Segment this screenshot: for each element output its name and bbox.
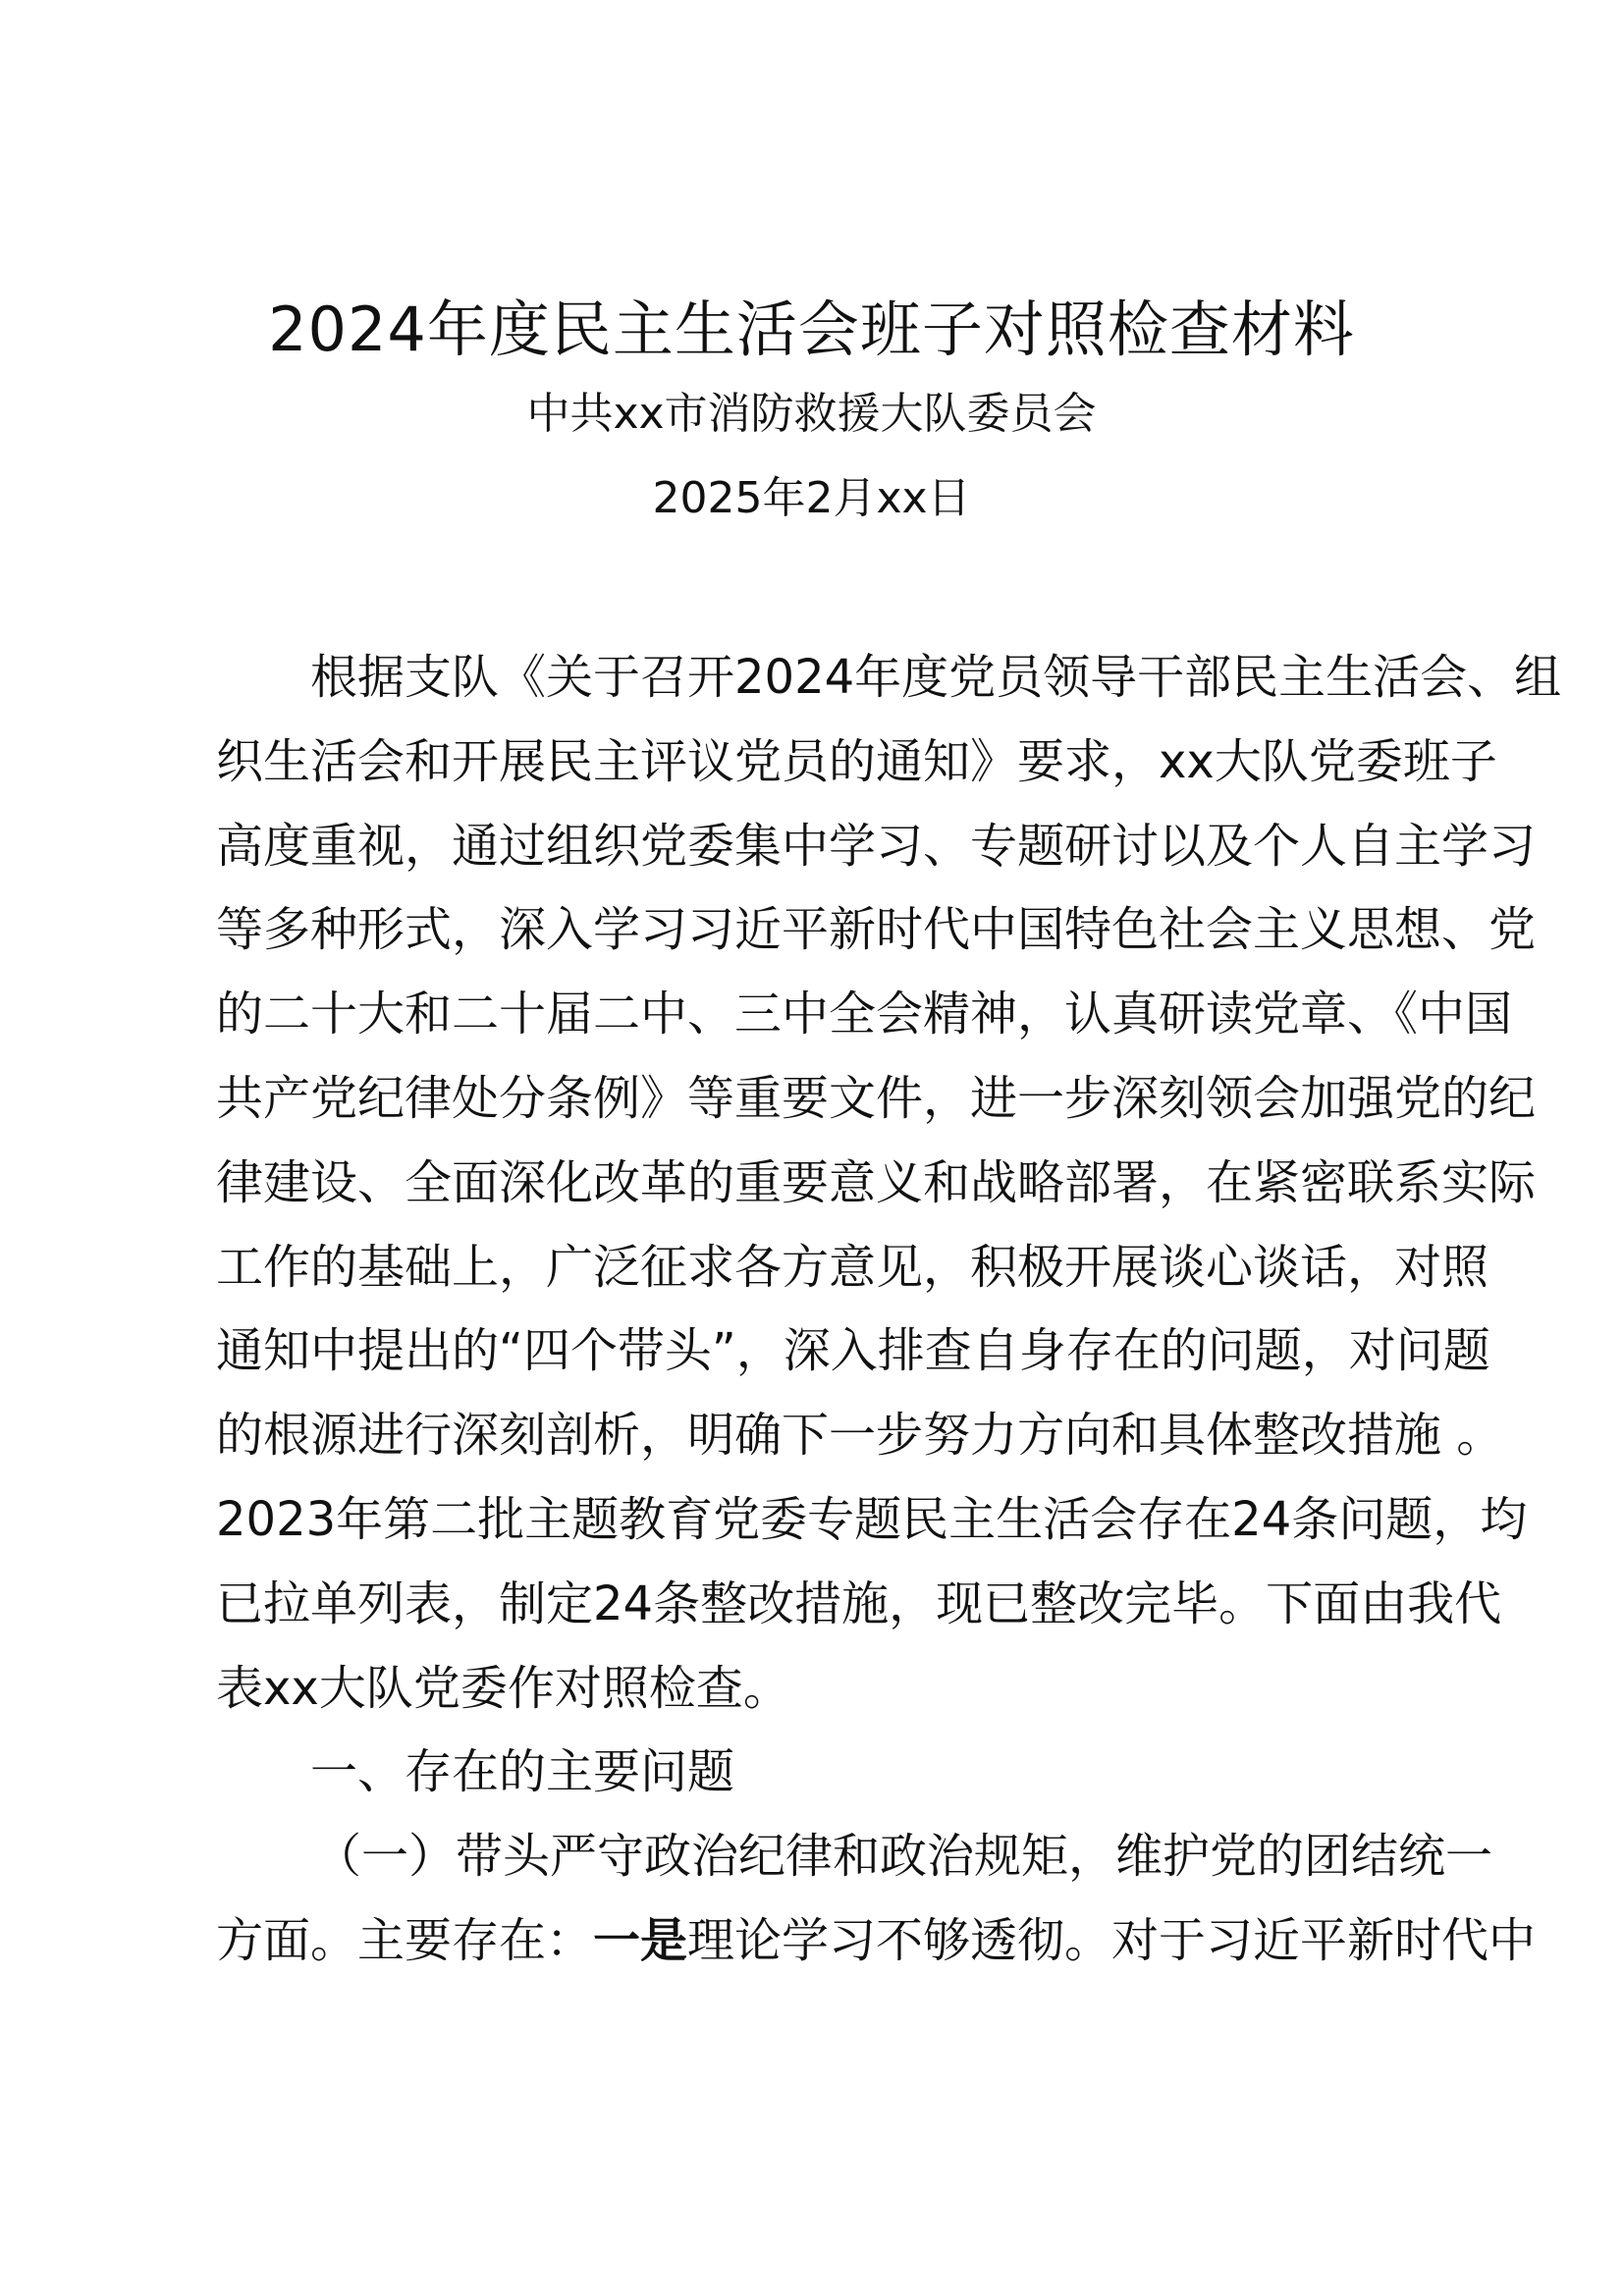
paragraph-line: 律建设、全面深化改革的重要意义和战略部署，在紧密联系实际 (216, 1154, 1537, 1210)
paragraph-line: 的二十大和二十届二中、三中全会精神，认真研读党章、《中国 (216, 987, 1513, 1042)
paragraph-line: 表xx大队党委作对照检查。 (216, 1660, 790, 1716)
document-body (216, 636, 1562, 1984)
section-heading: 一、存在的主要问题 (310, 1744, 735, 1800)
paragraph-line: 根据支队《关于召开2024年度党员领导干部民主生活会、组 (310, 650, 1562, 705)
document-title: 2024年度民主生活会班子对照检查材料 (268, 294, 1355, 365)
paragraph-line: 2023年第二批主题教育党委专题民主生活会存在24条问题，均 (216, 1491, 1528, 1547)
paragraph-line: 的根源进行深刻剖析，明确下一步努力方向和具体整改措施 。 (216, 1408, 1504, 1464)
paragraph-line: 已拉单列表，制定24条整改措施，现已整改完毕。下面由我代 (216, 1575, 1502, 1631)
paragraph-text: 方面。主要存在： (216, 1912, 594, 1968)
paragraph-line: 通知中提出的“四个带头”，深入排查自身存在的问题，对问题 (216, 1323, 1490, 1379)
paragraph-line: 共产党纪律处分条例》等重要文件，进一步深刻领会加强党的纪 (216, 1070, 1537, 1126)
paragraph-line: 织生活会和开展民主评议党员的通知》要求，xx大队党委班子 (216, 733, 1497, 789)
subsection-heading: （一）带头严守政治纪律和政治规矩，维护党的团结统一 (314, 1829, 1493, 1885)
paragraph-line: 高度重视，通过组织党委集中学习、专题研讨以及个人自主学习 (216, 818, 1537, 874)
paragraph-line (216, 1899, 1537, 1984)
emphasis-text: 一是 (593, 1912, 688, 1968)
paragraph-text: 理论学习不够透彻。对于习近平新时代中 (687, 1912, 1537, 1968)
issuing-organization: 中共xx市消防救援大队委员会 (526, 389, 1097, 439)
document-date: 2025年2月xx日 (652, 473, 971, 523)
paragraph-line: 等多种形式，深入学习习近平新时代中国特色社会主义思想、党 (216, 902, 1537, 958)
paragraph-line: 工作的基础上，广泛征求各方意见，积极开展谈心谈话，对照 (216, 1239, 1489, 1295)
